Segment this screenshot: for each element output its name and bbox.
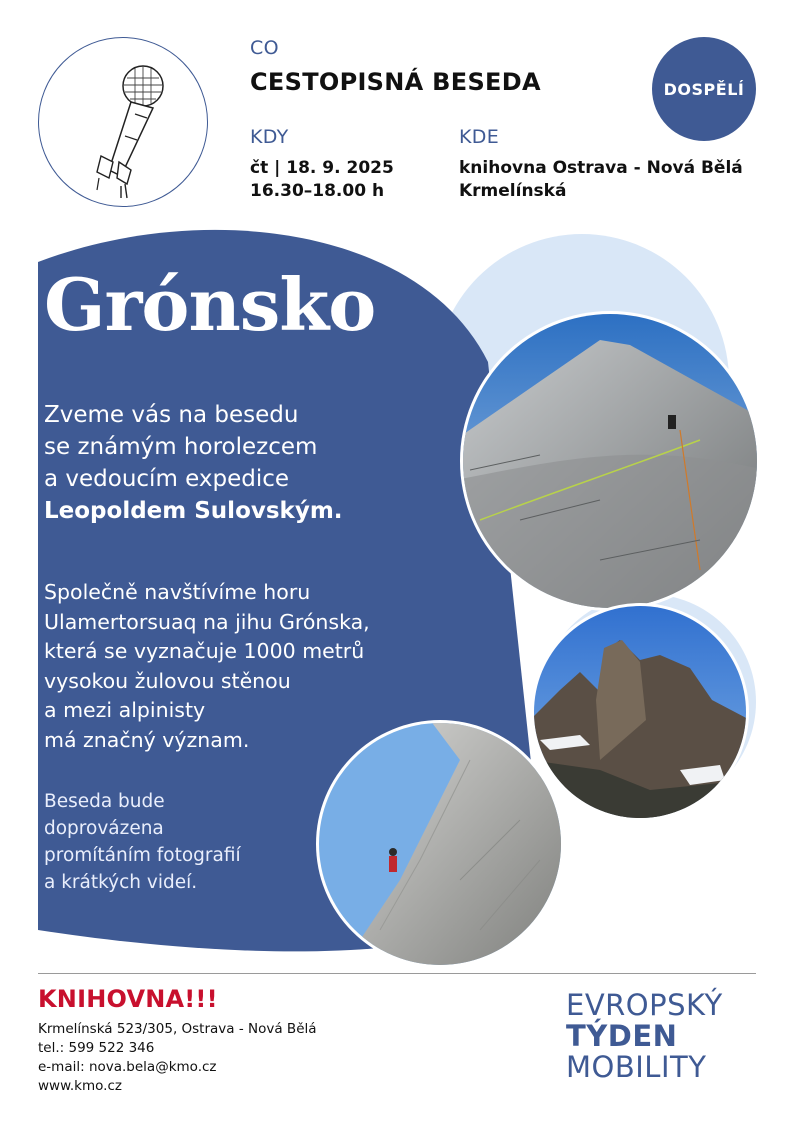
library-logo: KNIHOVNA!!! <box>38 985 218 1013</box>
note-line: promítáním fotografií <box>44 845 241 866</box>
description-line: Ulamertorsuaq na jihu Grónska, <box>44 609 370 634</box>
audience-badge: DOSPĚLÍ <box>652 37 756 141</box>
intro-line: se známým horolezcem <box>44 434 318 460</box>
headline: Grónsko <box>44 262 376 347</box>
note-text <box>44 788 344 896</box>
note-line: Beseda bude <box>44 791 165 812</box>
description-line: a mezi alpinisty <box>44 698 206 722</box>
library-phone: tel.: 599 522 346 <box>38 1040 155 1056</box>
what-label: CO <box>250 37 279 59</box>
library-email[interactable]: e-mail: nova.bela@kmo.cz <box>38 1059 217 1075</box>
intro-line: Zveme vás na besedu <box>44 402 299 428</box>
library-address: Krmelínská 523/305, Ostrava - Nová Bělá <box>38 1021 317 1037</box>
mobility-line-2: TÝDEN <box>566 1019 678 1053</box>
description-line: má značný význam. <box>44 727 250 752</box>
library-contact <box>38 1020 317 1096</box>
intro-text <box>44 399 464 527</box>
mobility-line-1: EVROPSKÝ <box>566 988 723 1022</box>
footer-divider <box>38 973 756 974</box>
note-line: a krátkých videí. <box>44 872 198 893</box>
when-label: KDY <box>250 126 289 148</box>
venue-name: knihovna Ostrava - Nová Bělá <box>459 158 743 178</box>
description-line: která se vyznačuje 1000 metrů <box>44 639 365 663</box>
event-time: 16.30–18.00 h <box>250 181 385 201</box>
speaker-name: Leopoldem Sulovským. <box>44 498 343 524</box>
intro-line: a vedoucím expedice <box>44 466 290 492</box>
description-text <box>44 578 474 755</box>
where-label: KDE <box>459 126 499 148</box>
description-line: Společně navštívíme horu <box>44 580 311 604</box>
event-date: čt | 18. 9. 2025 <box>250 158 394 178</box>
mobility-week-logo <box>566 990 723 1083</box>
mobility-line-3: MOBILITY <box>566 1050 707 1084</box>
venue-street: Krmelínská <box>459 181 567 201</box>
event-title: CESTOPISNÁ BESEDA <box>250 68 541 96</box>
note-line: doprovázena <box>44 818 164 839</box>
description-line: vysokou žulovou stěnou <box>44 668 291 693</box>
library-web[interactable]: www.kmo.cz <box>38 1078 122 1094</box>
